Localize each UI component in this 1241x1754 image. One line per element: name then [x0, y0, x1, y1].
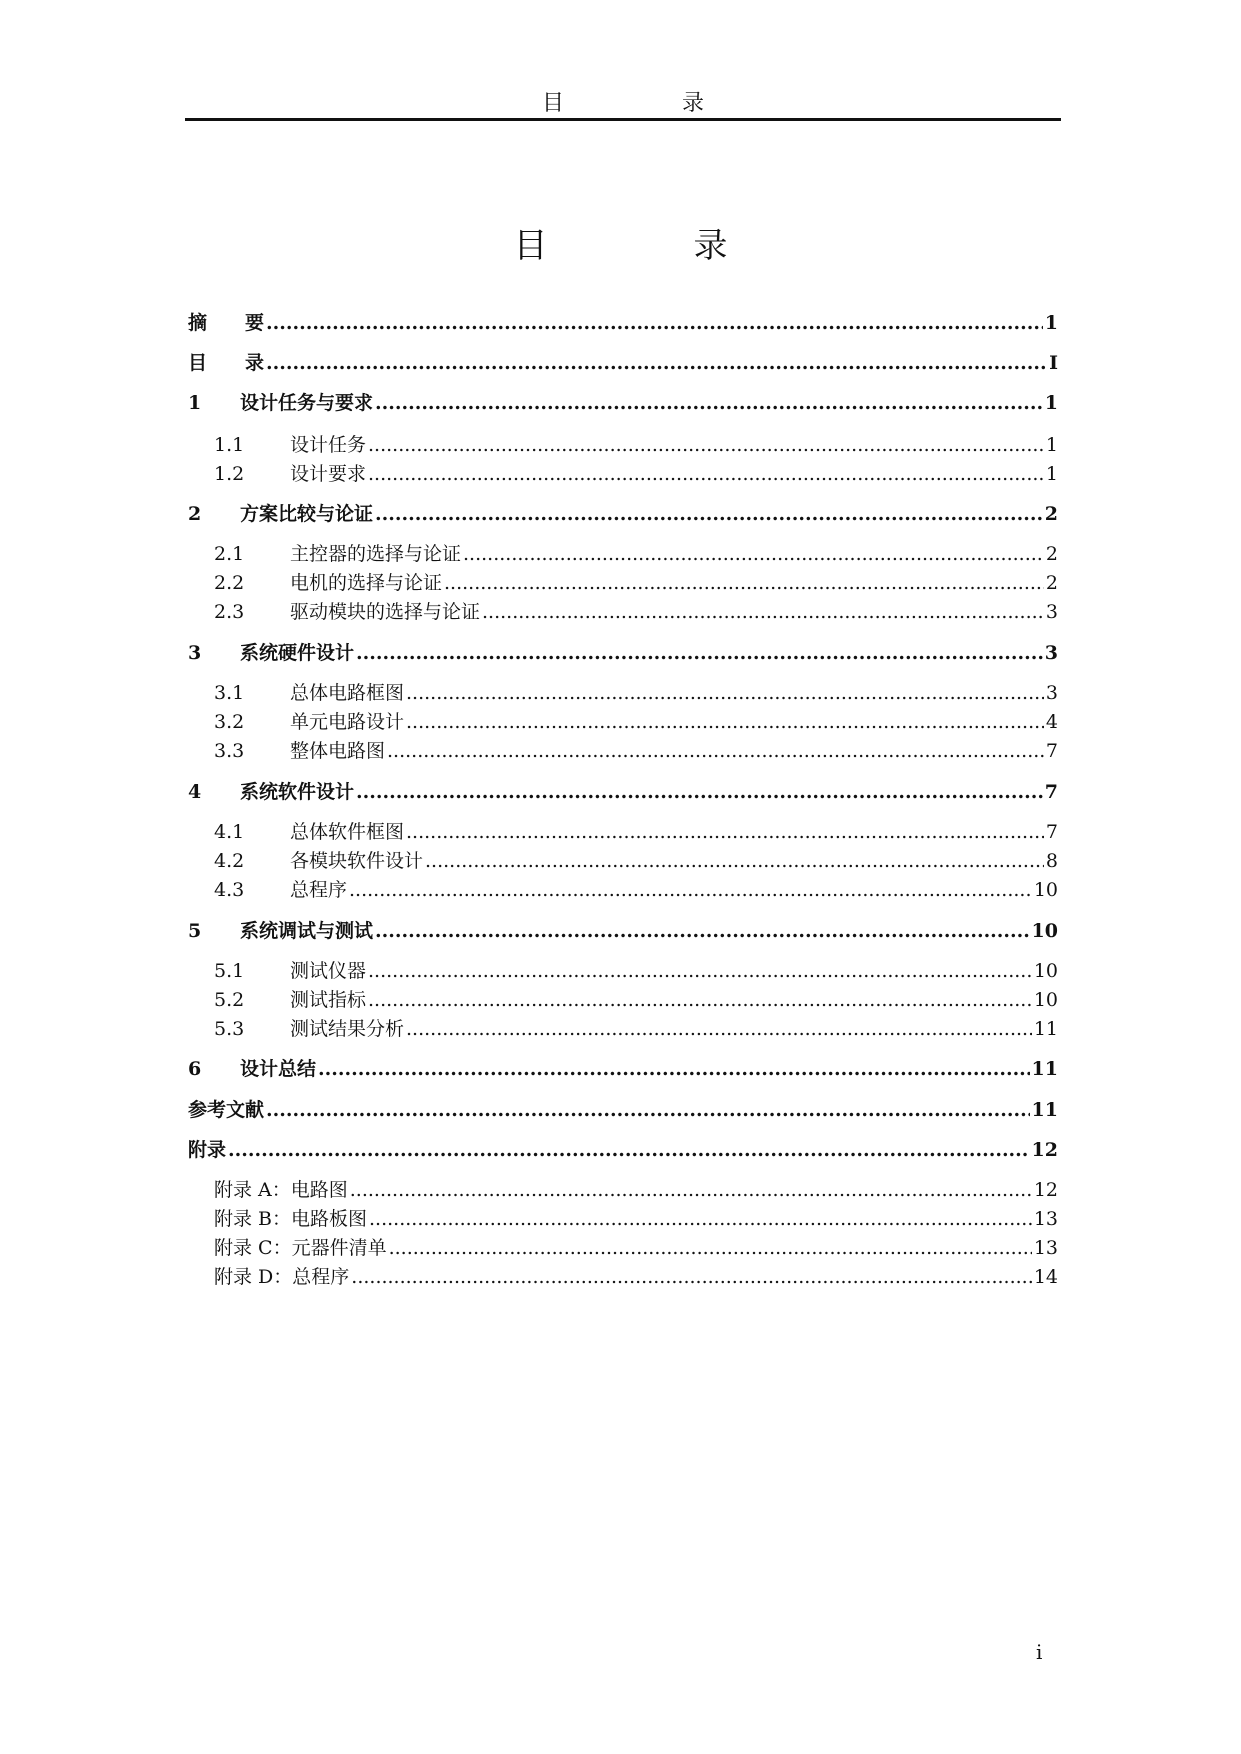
toc-entry-title: 单元电路设计	[290, 711, 405, 733]
toc-entry[interactable]	[188, 956, 1058, 983]
toc-entry-page: 10	[1031, 920, 1058, 942]
toc-entry-page: 11	[1031, 1099, 1058, 1121]
toc-entry-number: 3.1	[214, 682, 245, 704]
toc-entry-number: 4.1	[214, 821, 245, 843]
toc-leader-dots	[406, 1018, 1032, 1040]
toc-entry-title: 系统调试与测试	[240, 920, 374, 942]
toc-entry-number: 6	[188, 1058, 202, 1080]
toc-entry[interactable]	[188, 916, 1058, 943]
toc-entry[interactable]	[188, 777, 1058, 804]
toc-entry-page: 1	[1045, 434, 1058, 456]
toc-entry-number: 2.3	[214, 601, 245, 623]
toc-leader-dots	[318, 1058, 1030, 1080]
toc-entry-page: 3	[1044, 642, 1058, 664]
toc-entry-page: 1	[1044, 312, 1058, 334]
toc-entry[interactable]	[188, 388, 1058, 415]
toc-entry-page: 3	[1045, 601, 1058, 623]
toc-entry-title: 摘 要	[188, 312, 265, 334]
toc-entry[interactable]	[188, 348, 1058, 375]
toc-entry-title: 目 录	[188, 352, 265, 374]
toc-leader-dots	[356, 642, 1043, 664]
toc-entry-number: 3.3	[214, 740, 245, 762]
toc-entry-title: 整体电路图	[290, 740, 386, 762]
toc-entry-title: 驱动模块的选择与论证	[290, 601, 481, 623]
toc-entry-title: 系统软件设计	[240, 781, 355, 803]
toc-entry[interactable]	[188, 1262, 1058, 1289]
toc-entry-title: 设计任务	[290, 434, 367, 456]
toc-entry-page: 2	[1045, 572, 1058, 594]
toc-leader-dots	[425, 850, 1044, 872]
toc-entry[interactable]	[188, 638, 1058, 665]
toc-entry-page: 7	[1045, 821, 1058, 843]
toc-entry-title: 测试指标	[290, 989, 367, 1011]
toc-entry[interactable]	[188, 707, 1058, 734]
toc-entry-number: 4	[188, 781, 202, 803]
toc-entry[interactable]	[188, 539, 1058, 566]
toc-entry-page: 1	[1045, 463, 1058, 485]
toc-leader-dots	[349, 879, 1032, 901]
toc-leader-dots	[266, 312, 1043, 334]
toc-entry[interactable]	[188, 568, 1058, 595]
toc-leader-dots	[266, 352, 1047, 374]
toc-entry-number: 2.1	[214, 543, 245, 565]
running-header: 目 录	[541, 91, 752, 116]
toc-entry-page: 13	[1033, 1237, 1058, 1259]
toc-entry[interactable]	[188, 1233, 1058, 1260]
toc-entry-page: 2	[1045, 543, 1058, 565]
toc-entry-page: I	[1049, 352, 1058, 374]
toc-entry-page: 13	[1033, 1208, 1058, 1230]
toc-entry[interactable]	[188, 1135, 1058, 1162]
toc-entry[interactable]	[188, 1095, 1058, 1122]
toc-entry-title: 参考文献	[188, 1099, 265, 1121]
toc-entry-page: 12	[1031, 1139, 1058, 1161]
toc-leader-dots	[356, 781, 1043, 803]
toc-entry[interactable]	[188, 846, 1058, 873]
toc-entry[interactable]	[188, 817, 1058, 844]
toc-entry-title: 设计总结	[240, 1058, 317, 1080]
toc-entry-title: 测试结果分析	[290, 1018, 405, 1040]
toc-leader-dots	[389, 1237, 1032, 1259]
toc-leader-dots	[369, 1208, 1032, 1230]
toc-entry-number: 4.2	[214, 850, 245, 872]
toc-entry-number: 4.3	[214, 879, 245, 901]
toc-entry-title: 附录 B：电路板图	[214, 1208, 368, 1230]
toc-entry-title: 总体电路框图	[290, 682, 405, 704]
toc-entry-title: 附录 C：元器件清单	[214, 1237, 387, 1259]
toc-leader-dots	[368, 960, 1032, 982]
toc-leader-dots	[228, 1139, 1030, 1161]
toc-entry-title: 电机的选择与论证	[290, 572, 443, 594]
toc-entry-title: 设计要求	[290, 463, 367, 485]
toc-entry-title: 系统硬件设计	[240, 642, 355, 664]
toc-entry-number: 5.3	[214, 1018, 245, 1040]
toc-entry-title: 附录 D：总程序	[214, 1266, 350, 1288]
toc-entry[interactable]	[188, 459, 1058, 486]
toc-entry-number: 2	[188, 503, 202, 525]
toc-leader-dots	[375, 392, 1043, 414]
toc-leader-dots	[375, 920, 1030, 942]
toc-entry[interactable]	[188, 1014, 1058, 1041]
toc-entry-page: 1	[1044, 392, 1058, 414]
toc-entry-title: 主控器的选择与论证	[290, 543, 462, 565]
toc-entry-page: 3	[1045, 682, 1058, 704]
toc-entry[interactable]	[188, 875, 1058, 902]
toc-entry-page: 8	[1045, 850, 1058, 872]
toc-entry-title: 设计任务与要求	[240, 392, 374, 414]
toc-entry-number: 1.1	[214, 434, 245, 456]
toc-entry-number: 5.2	[214, 989, 245, 1011]
toc-entry[interactable]	[188, 597, 1058, 624]
toc-entry-page: 7	[1045, 740, 1058, 762]
toc-entry-page: 12	[1033, 1179, 1058, 1201]
toc-entry[interactable]	[188, 985, 1058, 1012]
header-rule	[185, 118, 1061, 121]
toc-entry-number: 1.2	[214, 463, 245, 485]
toc-entry[interactable]	[188, 430, 1058, 457]
toc-entry-number: 3.2	[214, 711, 245, 733]
toc-entry-page: 14	[1033, 1266, 1058, 1288]
toc-entry-page: 7	[1044, 781, 1058, 803]
toc-leader-dots	[368, 434, 1044, 456]
toc-entry[interactable]	[188, 1204, 1058, 1231]
toc-leader-dots	[444, 572, 1044, 594]
toc-entry[interactable]	[188, 499, 1058, 526]
toc-entry[interactable]	[188, 678, 1058, 705]
toc-leader-dots	[482, 601, 1044, 623]
toc-entry-page: 2	[1044, 503, 1058, 525]
toc-entry-page: 10	[1033, 960, 1058, 982]
page-title: 目 录	[513, 226, 784, 266]
toc-entry[interactable]	[188, 1054, 1058, 1081]
page-number: i	[1036, 1640, 1043, 1664]
toc-entry-page: 10	[1033, 989, 1058, 1011]
toc-entry[interactable]	[188, 1175, 1058, 1202]
toc-leader-dots	[387, 740, 1044, 762]
toc-leader-dots	[406, 821, 1044, 843]
toc-entry-page: 11	[1033, 1018, 1058, 1040]
toc-entry-title: 总体软件框图	[290, 821, 405, 843]
toc-entry-number: 2.2	[214, 572, 245, 594]
toc-entry-page: 4	[1045, 711, 1058, 733]
toc-leader-dots	[368, 463, 1044, 485]
toc-entry-number: 3	[188, 642, 202, 664]
toc-entry-title: 测试仪器	[290, 960, 367, 982]
toc-leader-dots	[266, 1099, 1030, 1121]
toc-entry-page: 11	[1031, 1058, 1058, 1080]
toc-leader-dots	[368, 989, 1032, 1011]
toc-entry-title: 附录 A：电路图	[214, 1179, 348, 1201]
toc-entry-page: 10	[1033, 879, 1058, 901]
toc-entry[interactable]	[188, 736, 1058, 763]
toc-entry-number: 5.1	[214, 960, 245, 982]
toc-entry-title: 各模块软件设计	[290, 850, 424, 872]
toc-entry-title: 附录	[188, 1139, 227, 1161]
toc-leader-dots	[351, 1266, 1032, 1288]
toc-leader-dots	[406, 711, 1044, 733]
toc-entry[interactable]	[188, 308, 1058, 335]
toc-leader-dots	[350, 1179, 1032, 1201]
toc-entry-number: 5	[188, 920, 202, 942]
toc-leader-dots	[406, 682, 1044, 704]
toc-entry-title: 总程序	[290, 879, 348, 901]
toc-leader-dots	[463, 543, 1044, 565]
toc-entry-number: 1	[188, 392, 202, 414]
toc-entry-title: 方案比较与论证	[240, 503, 374, 525]
toc-leader-dots	[375, 503, 1043, 525]
